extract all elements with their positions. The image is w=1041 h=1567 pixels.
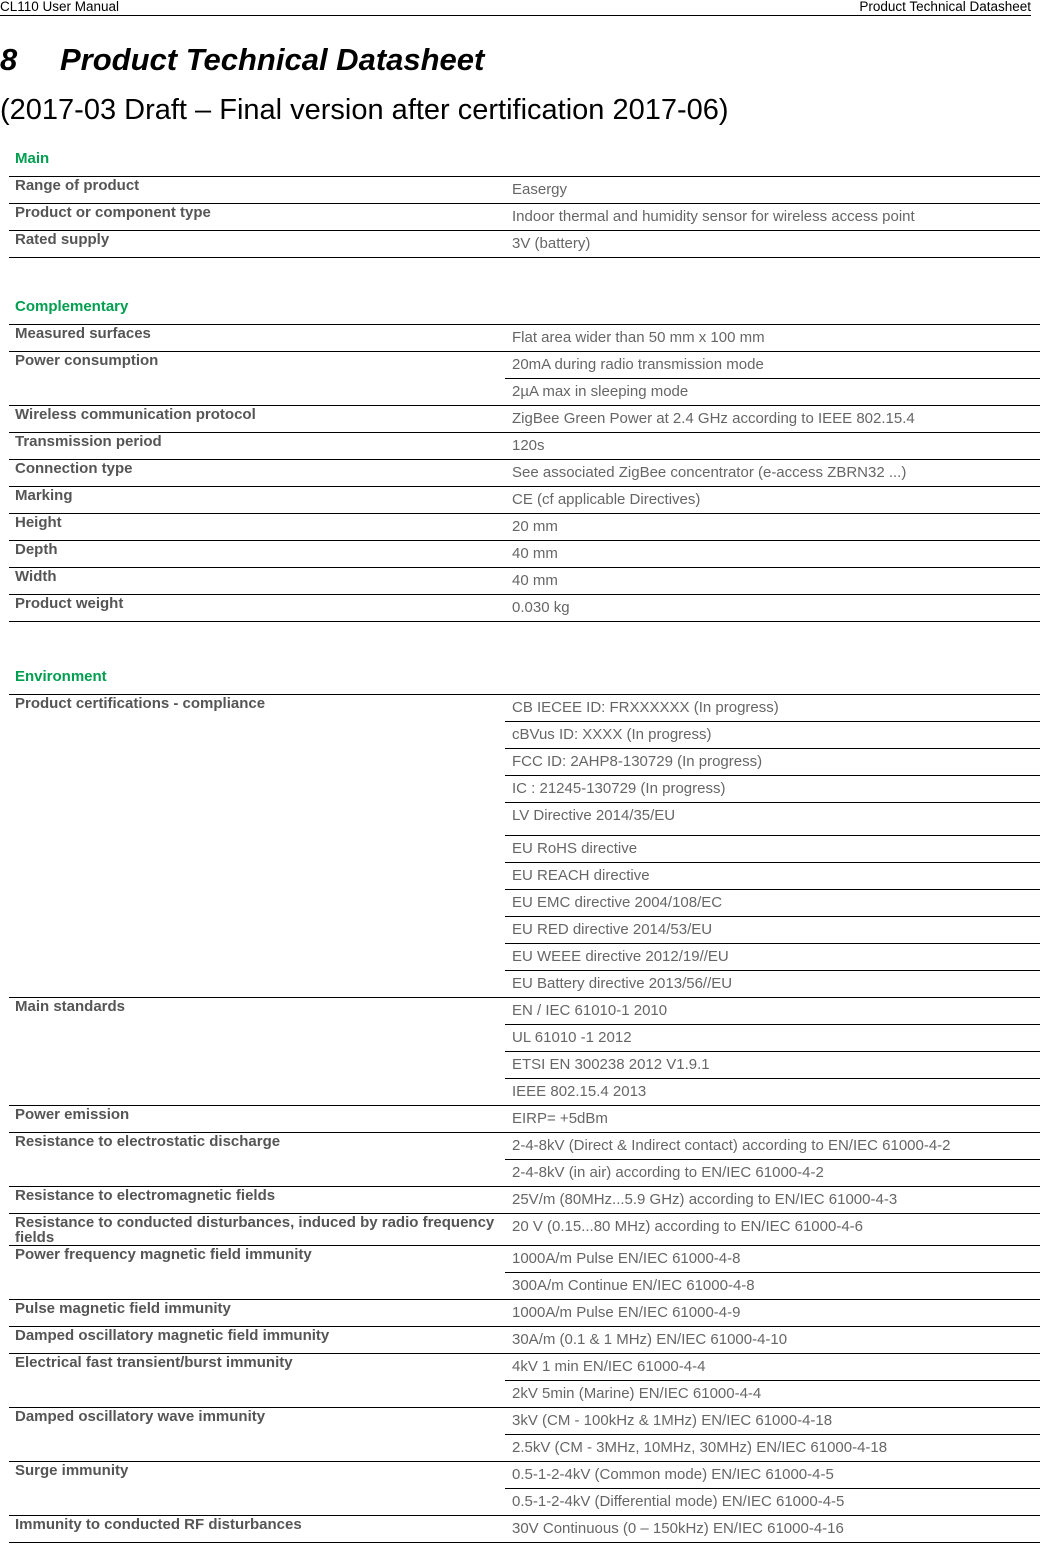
row-value: 3kV (CM - 100kHz & 1MHz) EN/IEC 61000-4-18	[512, 1412, 833, 1429]
table-row	[9, 1462, 1040, 1516]
row-value: CE (cf applicable Directives)	[512, 491, 701, 508]
chapter-title	[0, 42, 484, 78]
table-row	[9, 568, 1040, 595]
row-label: Resistance to electrostatic discharge	[15, 1133, 281, 1150]
row-label: Range of product	[15, 177, 140, 194]
row-value: 4kV 1 min EN/IEC 61000-4-4	[512, 1358, 706, 1375]
row-values	[505, 1327, 1040, 1353]
table-row	[9, 1516, 1040, 1543]
header-section-title: Product Technical Datasheet	[859, 0, 1031, 14]
row-values	[505, 568, 1040, 594]
row-value: 2kV 5min (Marine) EN/IEC 61000-4-4	[505, 1380, 1040, 1407]
row-label: Wireless communication protocol	[15, 406, 256, 423]
section-heading-complementary: Complementary	[15, 298, 129, 315]
row-value: ZigBee Green Power at 2.4 GHz according to IEEE 802.15.4	[512, 410, 915, 427]
row-label: Product weight	[15, 595, 124, 612]
table-row	[9, 487, 1040, 514]
row-label: Resistance to electromagnetic fields	[15, 1187, 276, 1204]
table-row	[9, 460, 1040, 487]
table-row	[9, 1187, 1040, 1214]
row-value: cBVus ID: XXXX (In progress)	[505, 721, 1040, 748]
row-label: Damped oscillatory wave immunity	[15, 1408, 266, 1425]
row-label: Surge immunity	[15, 1462, 129, 1479]
row-values	[505, 1187, 1040, 1213]
table-row	[9, 325, 1040, 352]
row-value: EU REACH directive	[505, 862, 1040, 889]
row-label: Product certifications - compliance	[15, 695, 266, 712]
row-value: Flat area wider than 50 mm x 100 mm	[512, 329, 765, 346]
row-values	[505, 1354, 1040, 1407]
row-values	[505, 595, 1040, 621]
row-value: 25V/m (80MHz...5.9 GHz) according to EN/IEC 61000-4-3	[512, 1191, 898, 1208]
page-header	[0, 0, 1031, 16]
row-value: 2-4-8kV (Direct & Indirect contact) according to EN/IEC 61000-4-2	[512, 1137, 951, 1154]
row-value: 30A/m (0.1 & 1 MHz) EN/IEC 61000-4-10	[512, 1331, 788, 1348]
table-row	[9, 231, 1040, 258]
row-label: Measured surfaces	[15, 325, 151, 342]
table-row	[9, 1327, 1040, 1354]
section-heading-environment: Environment	[15, 668, 107, 685]
row-label: Damped oscillatory magnetic field immunity	[15, 1327, 330, 1344]
table-row	[9, 1133, 1040, 1187]
table-row	[9, 1300, 1040, 1327]
row-values	[505, 998, 1040, 1105]
table-row	[9, 514, 1040, 541]
row-value: EU RED directive 2014/53/EU	[505, 916, 1040, 943]
row-values	[505, 177, 1040, 203]
row-values	[505, 204, 1040, 230]
table-row	[9, 541, 1040, 568]
row-label: Immunity to conducted RF disturbances	[15, 1516, 302, 1533]
row-values	[505, 1462, 1040, 1515]
row-value: UL 61010 -1 2012	[505, 1024, 1040, 1051]
row-label: Height	[15, 514, 62, 531]
chapter-subtitle: (2017-03 Draft – Final version after certification 2017-06)	[0, 94, 729, 126]
chapter-number: 8	[0, 42, 18, 77]
row-value: 2.5kV (CM - 3MHz, 10MHz, 30MHz) EN/IEC 61000-4-18	[505, 1434, 1040, 1461]
row-value: 20 V (0.15...80 MHz) according to EN/IEC 61000-4-6	[512, 1218, 864, 1235]
table-row	[9, 1106, 1040, 1133]
row-value: 3V (battery)	[512, 235, 591, 252]
row-values	[505, 406, 1040, 432]
section-heading-main: Main	[15, 150, 50, 167]
table-row	[9, 204, 1040, 231]
row-value: EN / IEC 61010-1 2010	[512, 1002, 668, 1019]
row-value: 40 mm	[512, 572, 558, 589]
row-label: Power frequency magnetic field immunity	[15, 1246, 312, 1263]
row-value: IEEE 802.15.4 2013	[505, 1078, 1040, 1105]
chapter-title-text: Product Technical Datasheet	[60, 42, 485, 77]
complementary-table	[9, 324, 1040, 622]
table-row	[9, 595, 1040, 622]
row-value: 30V Continuous (0 – 150kHz) EN/IEC 61000-4-16	[512, 1520, 844, 1537]
header-manual-title: CL110 User Manual	[0, 0, 120, 14]
row-value: 20mA during radio transmission mode	[512, 356, 764, 373]
environment-table	[9, 694, 1040, 1543]
row-value: EU Battery directive 2013/56//EU	[505, 970, 1040, 997]
main-table	[9, 176, 1040, 258]
row-label: Connection type	[15, 460, 133, 477]
row-value: 1000A/m Pulse EN/IEC 61000-4-8	[512, 1250, 741, 1267]
row-values	[505, 231, 1040, 257]
row-value: 2µA max in sleeping mode	[505, 378, 1040, 405]
row-values	[505, 1516, 1040, 1542]
row-value: CB IECEE ID: FRXXXXXX (In progress)	[512, 699, 779, 716]
row-label: Resistance to conducted disturbances, induced by radio frequency fields	[15, 1214, 495, 1246]
row-value: 20 mm	[512, 518, 558, 535]
row-value: 1000A/m Pulse EN/IEC 61000-4-9	[512, 1304, 741, 1321]
row-label: Pulse magnetic field immunity	[15, 1300, 231, 1317]
row-label: Main standards	[15, 998, 126, 1015]
row-values	[505, 1214, 1040, 1245]
row-label: Rated supply	[15, 231, 110, 248]
row-label: Power consumption	[15, 352, 159, 369]
row-value: LV Directive 2014/35/EU	[505, 802, 1040, 835]
row-label: Width	[15, 568, 57, 585]
row-value: Easergy	[512, 181, 568, 198]
row-values	[505, 1408, 1040, 1461]
table-row	[9, 433, 1040, 460]
row-value: 0.030 kg	[512, 599, 570, 616]
row-label: Electrical fast transient/burst immunity	[15, 1354, 293, 1371]
row-value: IC : 21245-130729 (In progress)	[505, 775, 1040, 802]
table-row	[9, 406, 1040, 433]
row-label: Depth	[15, 541, 58, 558]
row-values	[505, 1106, 1040, 1132]
table-row	[9, 1408, 1040, 1462]
row-label: Product or component type	[15, 204, 211, 221]
row-values	[505, 1133, 1040, 1186]
row-value: 120s	[512, 437, 545, 454]
table-row	[9, 695, 1040, 998]
table-row	[9, 352, 1040, 406]
row-label: Transmission period	[15, 433, 162, 450]
row-value: 0.5-1-2-4kV (Common mode) EN/IEC 61000-4-5	[512, 1466, 834, 1483]
row-value: 2-4-8kV (in air) according to EN/IEC 61000-4-2	[505, 1159, 1040, 1186]
row-values	[505, 695, 1040, 997]
row-values	[505, 541, 1040, 567]
row-values	[505, 514, 1040, 540]
row-value: ETSI EN 300238 2012 V1.9.1	[505, 1051, 1040, 1078]
row-value: Indoor thermal and humidity sensor for wireless access point	[512, 208, 915, 225]
table-row	[9, 998, 1040, 1106]
row-values	[505, 352, 1040, 405]
row-values	[505, 1300, 1040, 1326]
row-value: EU WEEE directive 2012/19//EU	[505, 943, 1040, 970]
row-value: EU EMC directive 2004/108/EC	[505, 889, 1040, 916]
row-value: EIRP= +5dBm	[512, 1110, 608, 1127]
row-values	[505, 433, 1040, 459]
row-value: 300A/m Continue EN/IEC 61000-4-8	[505, 1272, 1040, 1299]
row-label: Marking	[15, 487, 73, 504]
row-values	[505, 1246, 1040, 1299]
table-row	[9, 1354, 1040, 1408]
table-row	[9, 1214, 1040, 1246]
row-values	[505, 460, 1040, 486]
row-value: FCC ID: 2AHP8-130729 (In progress)	[505, 748, 1040, 775]
row-value: 40 mm	[512, 545, 558, 562]
table-row	[9, 1246, 1040, 1300]
row-values	[505, 325, 1040, 351]
row-values	[505, 487, 1040, 513]
row-value: 0.5-1-2-4kV (Differential mode) EN/IEC 61000-4-5	[505, 1488, 1040, 1515]
row-value: See associated ZigBee concentrator (e-access ZBRN32 ...)	[512, 464, 907, 481]
table-row	[9, 177, 1040, 204]
row-value: EU RoHS directive	[505, 835, 1040, 862]
row-label: Power emission	[15, 1106, 130, 1123]
